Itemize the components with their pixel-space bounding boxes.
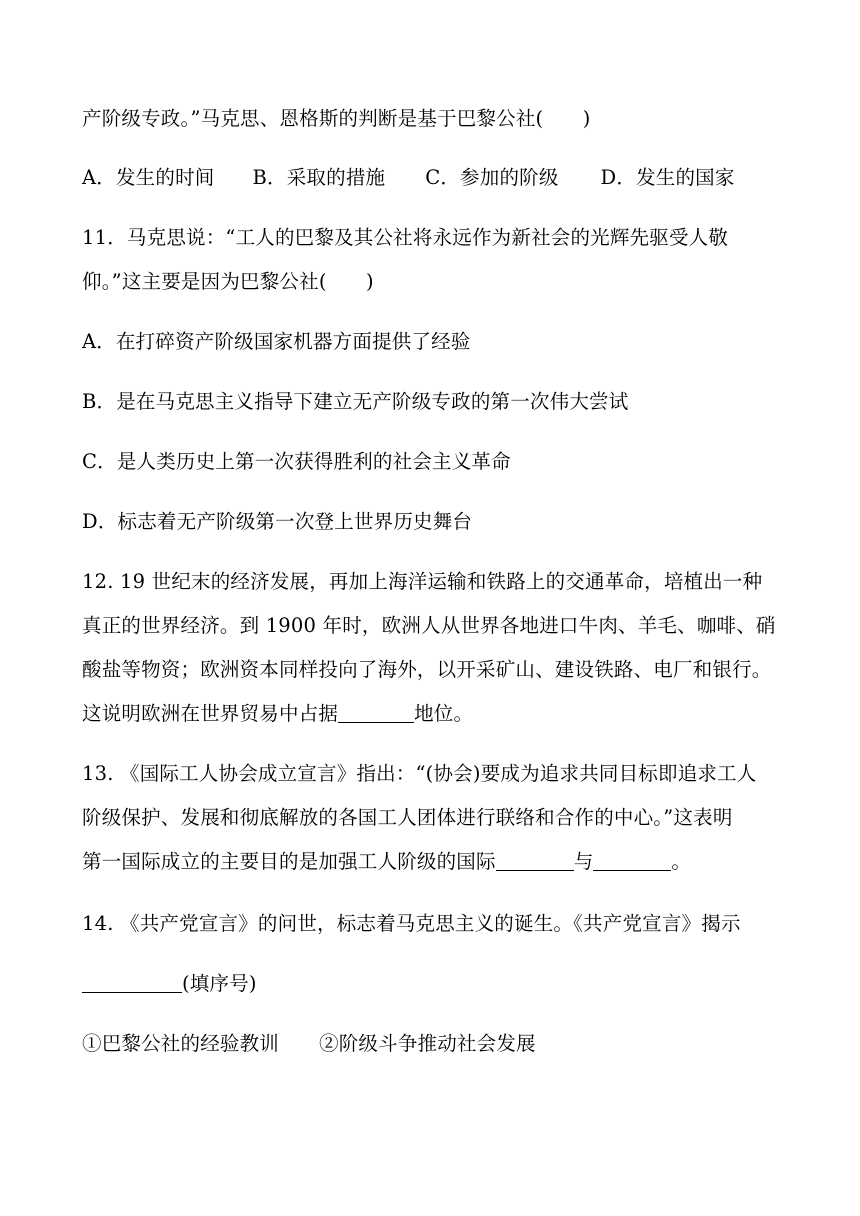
q12-line4-after: 地位。 xyxy=(414,702,474,725)
q13-line3-mid: 与 xyxy=(573,850,594,873)
q12-answer-blank[interactable] xyxy=(338,702,414,723)
q12-line4 xyxy=(82,700,473,728)
q10-options xyxy=(82,164,735,192)
q11-option-d: D．标志着无产阶级第一次登上世界历史舞台 xyxy=(82,510,473,533)
q14-line2 xyxy=(82,970,257,998)
q14-items xyxy=(82,1030,536,1058)
q12-line3: 酸盐等物资；欧洲资本同样投向了海外，以开采矿山、建设铁路、电厂和银行。 xyxy=(82,658,772,681)
q12-line1: 12. 19 世纪末的经济发展，再加上海洋运输和铁路上的交通革命，培植出一种 xyxy=(82,570,763,593)
q11-stem-line1: 11．马克思说：“工人的巴黎及其公社将永远作为新社会的光辉先驱受人敬 xyxy=(82,226,729,249)
q10-option-c: C．参加的阶级 xyxy=(425,166,559,189)
q10-option-a: A．发生的时间 xyxy=(82,166,215,189)
q11-stem-line2: 仰。”这主要是因为巴黎公社( ) xyxy=(82,270,374,293)
q13-line1: 13. 《国际工人协会成立宣言》指出：“(协会)要成为追求共同目标即追求工人 xyxy=(82,762,757,785)
q14-item-1: ①巴黎公社的经验教训 xyxy=(82,1032,280,1055)
q13-line2: 阶级保护、发展和彻底解放的各国工人团体进行联络和合作的中心。”这表明 xyxy=(82,806,733,829)
q10-option-b: B．采取的措施 xyxy=(252,166,386,189)
q14-line2-after: (填序号) xyxy=(182,972,257,995)
q14-item-2: ②阶级斗争推动社会发展 xyxy=(319,1032,536,1055)
q13-line3 xyxy=(82,848,691,876)
q11-option-c: C．是人类历史上第一次获得胜利的社会主义革命 xyxy=(82,450,511,473)
q13-answer-blank-1[interactable] xyxy=(496,850,574,871)
q14-line1: 14. 《共产党宣言》的问世，标志着马克思主义的诞生。《共产党宣言》揭示 xyxy=(82,912,741,935)
q14-answer-blank[interactable] xyxy=(82,972,182,993)
q12-line4-before: 这说明欧洲在世界贸易中占据 xyxy=(82,702,339,725)
q11-option-b: B．是在马克思主义指导下建立无产阶级专政的第一次伟大尝试 xyxy=(82,390,629,413)
q10-option-d: D．发生的国家 xyxy=(600,166,735,189)
q13-line3-before: 第一国际成立的主要目的是加强工人阶级的国际 xyxy=(82,850,496,873)
q13-answer-blank-2[interactable] xyxy=(593,850,671,871)
q13-line3-after: 。 xyxy=(671,850,692,873)
q12-line2: 真正的世界经济。到 1900 年时，欧洲人从世界各地进口牛肉、羊毛、咖啡、硝 xyxy=(82,614,776,637)
q10-stem-tail: 产阶级专政。”马克思、恩格斯的判断是基于巴黎公社( ) xyxy=(82,107,591,130)
q11-option-a: A．在打碎资产阶级国家机器方面提供了经验 xyxy=(82,330,471,353)
